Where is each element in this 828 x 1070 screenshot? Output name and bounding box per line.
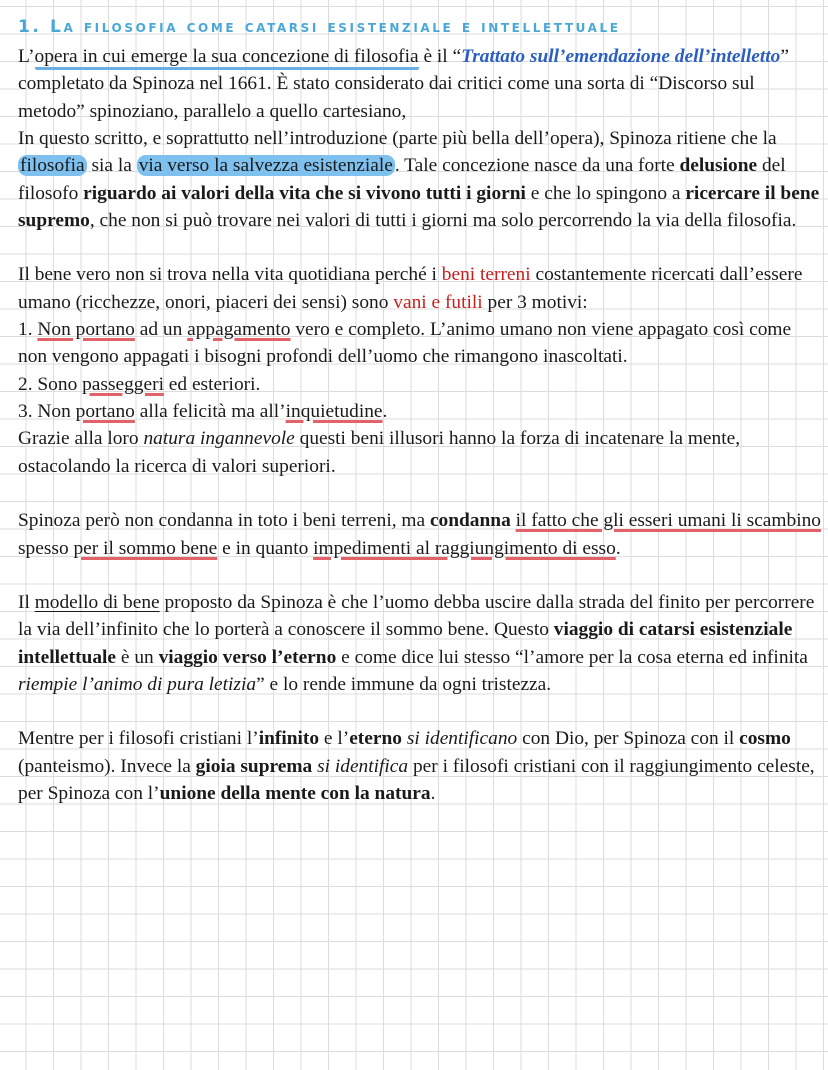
paragraph-concept	[18, 125, 824, 234]
underline-red: appagamento	[187, 319, 291, 341]
text-span: .	[615, 537, 621, 559]
italic-text: si identifica	[317, 755, 409, 777]
highlight-filosofia: filosofia	[20, 155, 85, 177]
text-span: , che non si può trovare nei valori di tutti i giorni ma solo percorrendo la via della filosofia.	[89, 210, 797, 232]
bold-text: delusione	[679, 155, 758, 177]
text-span: questi beni illusori hanno la forza di incatenare la mente, ostacolando la ricerca di valori superiori.	[18, 428, 741, 477]
spacer	[18, 234, 824, 261]
text-span: ed esteriori.	[163, 373, 261, 395]
paragraph-confronto	[18, 725, 824, 807]
text-span: sia la	[86, 155, 137, 177]
bold-text: ricercare il bene supremo	[18, 182, 820, 232]
text-span: del filosofo	[18, 155, 786, 204]
bold-text: gioia suprema	[195, 755, 313, 777]
text-span: (panteismo). Invece la	[18, 755, 196, 777]
text-span: Grazie alla loro	[18, 428, 144, 450]
spacer	[18, 562, 824, 589]
text-span: 2. Sono	[18, 373, 83, 395]
underline-red: portano	[75, 401, 135, 423]
text-span: ” e lo rende immune da ogni tristezza.	[256, 673, 552, 695]
underline-red: impedimenti al raggiungimento di esso	[313, 537, 616, 559]
text-span: Mentre per i filosofi cristiani l’	[18, 728, 259, 750]
text-span: ” completato da Spinoza nel 1661. È stato considerato dai critici come una sorta di “Discorso sul metodo” spinoziano, parallelo a quello cartesiano,	[18, 46, 789, 122]
underline-dark: modello di bene	[34, 591, 160, 613]
text-span: alla felicità ma all’	[134, 401, 286, 423]
bold-text: eterno	[349, 728, 402, 750]
red-text: beni terreni	[441, 264, 531, 286]
text-span: . Tale concezione nasce da una forte	[394, 155, 680, 177]
bold-text: viaggio di catarsi esistenziale intellettuale	[18, 619, 793, 668]
underline-red: inquietudine	[285, 401, 383, 423]
text-span: per 3 motivi:	[482, 291, 588, 313]
text-span: Il	[18, 591, 35, 613]
text-span: 3. Non	[18, 401, 76, 423]
document-page	[18, 14, 824, 807]
italic-text: riempie l’animo di pura letizia	[18, 673, 257, 695]
text-span: Spinoza però non condanna in toto i beni terreni, ma	[18, 510, 430, 532]
text-span: L’	[18, 46, 35, 67]
text-span: spesso	[18, 537, 74, 559]
text-span: è il “	[418, 46, 462, 67]
underline-red: Non portano	[37, 319, 135, 341]
text-span: proposto da Spinoza è che l’uomo debba uscire dalla strada del finito per percorrere la via dell’infinito che lo porterà a conoscere il sommo bene. Questo	[18, 591, 815, 641]
red-text: vani e futili	[393, 291, 483, 313]
bold-text: cosmo	[739, 728, 791, 750]
spacer	[18, 480, 824, 507]
highlight-salvezza: via verso la salvezza esistenziale	[138, 155, 393, 177]
text-span: per i filosofi cristiani con il raggiungimento celeste, per Spinoza con l’	[18, 755, 815, 804]
treatise-title: Trattato sull’emendazione dell’intelletto	[461, 46, 781, 67]
list-item-1	[18, 316, 824, 371]
underline-red: il fatto che gli esseri umani li scambino	[515, 510, 821, 532]
italic-text: si identificano	[406, 728, 518, 750]
text-span: .	[430, 782, 436, 804]
text-span: 1.	[18, 319, 38, 341]
section-title: 1. La filosofia come catarsi esistenziale e intellettuale	[18, 17, 621, 37]
list-item-3	[18, 398, 824, 425]
bold-text: unione della mente con la natura	[159, 782, 431, 804]
paragraph-modello	[18, 589, 824, 698]
text-span: e in quanto	[217, 537, 314, 559]
paragraph-natura	[18, 425, 824, 480]
text-span: ad un	[134, 319, 188, 341]
bold-text: infinito	[258, 728, 320, 750]
text-span: .	[382, 401, 388, 423]
underline-red: per il sommo bene	[73, 537, 218, 559]
underline-blue: opera in cui emerge la sua concezione di filosofia	[35, 46, 419, 70]
paragraph-condanna	[18, 507, 824, 562]
paragraph-beni	[18, 261, 824, 316]
text-span: costantemente ricercati dall’essere umano (ricchezze, onori, piaceri dei sensi) sono	[18, 264, 803, 313]
text-span: Il bene vero non si trova nella vita quotidiana perché i	[18, 264, 442, 286]
bold-text: condanna	[429, 510, 511, 532]
italic-text: natura ingannevole	[143, 428, 295, 450]
text-span: e che lo spingono a	[525, 182, 686, 204]
text-span: In questo scritto, e soprattutto nell’introduzione (parte più bella dell’opera), Spinoza ritiene che la	[18, 128, 777, 150]
text-span: con Dio, per Spinoza con il	[517, 728, 740, 750]
text-span: e come dice lui stesso “l’amore per la cosa eterna ed infinita	[336, 646, 808, 668]
underline-red: passeggeri	[82, 373, 164, 395]
bold-text: riguardo ai valori della vita che si vivono tutti i giorni	[83, 182, 526, 204]
text-span: vero e completo. L’animo umano non viene appagato così come non vengono appagati i bisogni profondi dell’uomo che rimangono inascoltati.	[18, 319, 792, 368]
spacer	[18, 698, 824, 725]
text-span: è un	[116, 646, 159, 668]
list-item-2	[18, 371, 824, 398]
bold-text: viaggio verso l’eterno	[158, 646, 337, 668]
paragraph-intro	[18, 43, 824, 125]
text-span: e l’	[319, 728, 350, 750]
